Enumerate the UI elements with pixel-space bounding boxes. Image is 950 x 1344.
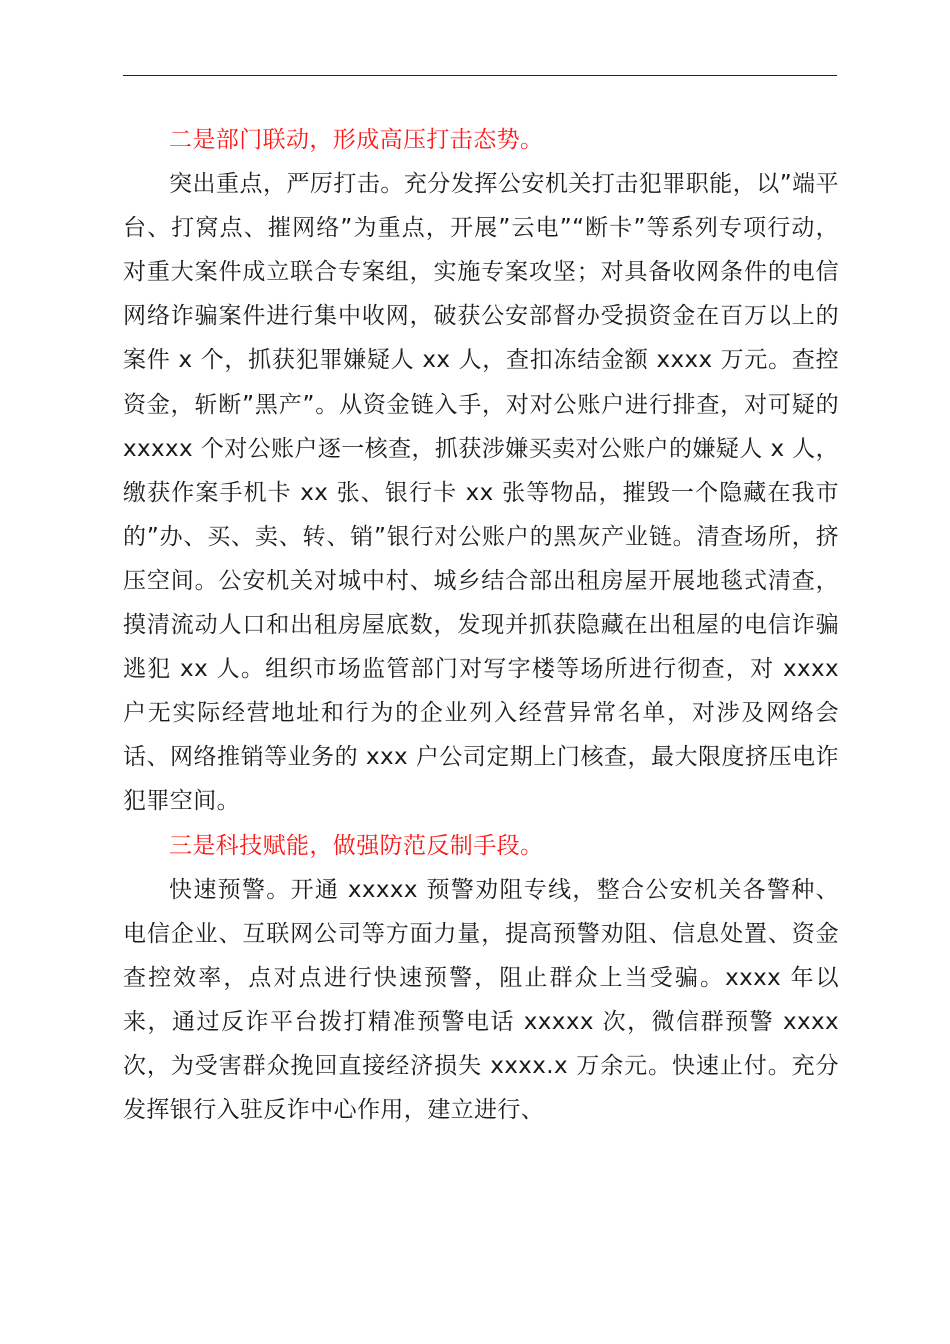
header-rule xyxy=(123,75,837,76)
document-body xyxy=(123,118,839,1132)
section-heading-1: 二是部门联动，形成高压打击态势。 xyxy=(169,127,544,153)
section-heading-2: 三是科技赋能，做强防范反制手段。 xyxy=(169,832,544,859)
section-body-1: 突出重点，严厉打击。充分发挥公安机关打击犯罪职能，以”端平台、打窝点、摧网络”为重点，开展”云电”“断卡”等系列专项行动，对重大案件成立联合专案组，实施专案攻坚；对具备收网条件的电信网络诈骗案件进行集中收网，破获公安部督办受损资金在百万以上的案件 x 个，抓获犯罪嫌疑人 xx 人，查扣冻结金额 xxxx 万元。查控资金，斩断”黑产”。从资金链入手，对对公账户进行排查，对可疑的 xxxxx 个对公账户逐一核查，抓获涉嫌买卖对公账户的嫌疑人 x 人，缴获作案手机卡 xx 张、银行卡 xx 张等物品，摧毁一个隐藏在我市的”办、买、卖、转、销”银行对公账户的黑灰产业链。清查场所，挤压空间。公安机关对城中村、城乡结合部出租房屋开展地毯式清查，摸清流动人口和出租房屋底数，发现并抓获隐藏在出租屋的电信诈骗逃犯 xx 人。组织市场监管部门对写字楼等场所进行彻查，对 xxxx 户无实际经营地址和行为的企业列入经营异常名单，对涉及网络会话、网络推销等业务的 xxx 户公司定期上门核查，最大限度挤压电诈犯罪空间。 xyxy=(123,171,839,815)
section-body-2: 快速预警。开通 xxxxx 预警劝阻专线，整合公安机关各警种、电信企业、互联网公司等方面力量，提高预警劝阻、信息处置、资金查控效率，点对点进行快速预警，阻止群众上当受骗。xxxx 年以来，通过反诈平台拨打精准预警电话 xxxxx 次，微信群预警 xxxx 次，为受害群众挽回直接经济损失 xxxx.x 万余元。快速止付。充分发挥银行入驻反诈中心作用，建立进行、 xyxy=(123,876,839,1124)
